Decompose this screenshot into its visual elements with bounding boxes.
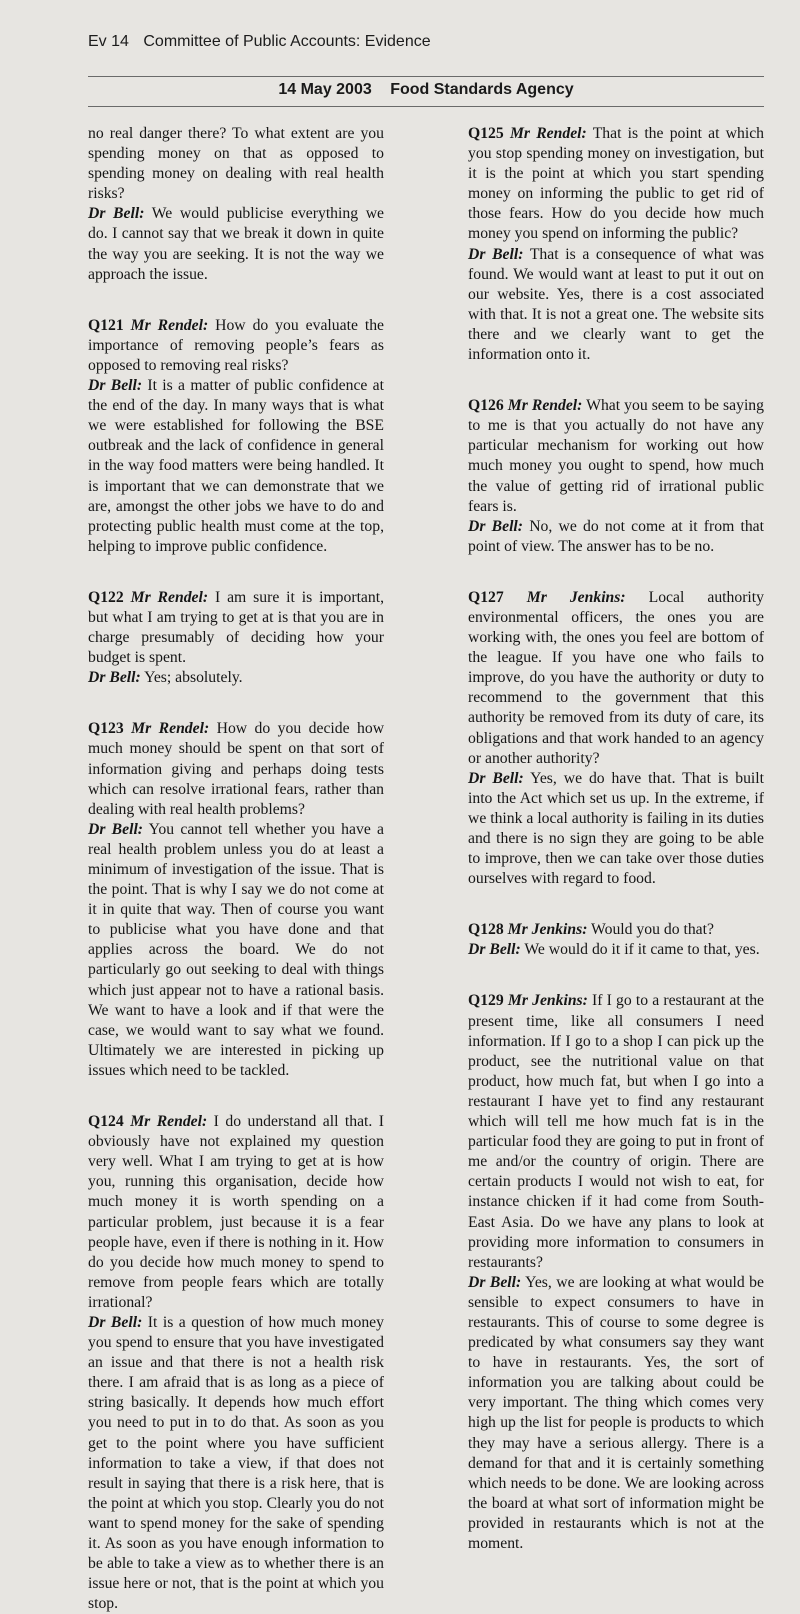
exchange-block bbox=[468, 920, 764, 960]
header-rule-top bbox=[88, 76, 764, 77]
speaker-name: Dr Bell: bbox=[468, 1273, 522, 1291]
exchange-spacer bbox=[468, 960, 764, 991]
answer-paragraph bbox=[88, 668, 384, 688]
exchange-block bbox=[468, 991, 764, 1554]
committee-title: Committee of Public Accounts: Evidence bbox=[143, 33, 431, 50]
paragraph-text: No, we do not come at it from that point of view. The answer has to be no. bbox=[468, 517, 764, 555]
speaker-name: Mr Jenkins: bbox=[507, 921, 588, 939]
question-paragraph bbox=[468, 396, 764, 517]
speaker-name: Mr Rendel: bbox=[507, 397, 583, 415]
exchange-block bbox=[88, 1112, 384, 1614]
speaker-name: Dr Bell: bbox=[468, 517, 524, 535]
question-paragraph bbox=[88, 588, 384, 668]
exchange-spacer bbox=[468, 557, 764, 588]
evidence-page-number: Ev 14 bbox=[88, 33, 129, 50]
answer-paragraph bbox=[88, 820, 384, 1081]
question-paragraph bbox=[88, 719, 384, 819]
answer-paragraph bbox=[88, 124, 384, 204]
paragraph-text: You cannot tell whether you have a real health problem unless you do at least a minimum of investigation of the issue. That is the point. That is why I say we do not come at it in quite that way. Then of course you want to publicise what you have done and that applies across the board. We do not particularly go out seeking to deal with things which just appear not to have a rational basis. We want to have a look and if that were the case, we would want to say what we found. Ultimately we are interested in picking up issues which need to be tackled. bbox=[88, 820, 384, 1079]
speaker-name: Mr Jenkins: bbox=[526, 588, 626, 606]
paragraph-text: Yes; absolutely. bbox=[140, 669, 243, 687]
paragraph-text: How do you evaluate the importance of removing people’s fears as opposed to removing real risks? bbox=[88, 316, 384, 374]
exchange-spacer bbox=[468, 365, 764, 396]
speaker-name: Dr Bell: bbox=[88, 377, 143, 395]
speaker-name: Mr Rendel: bbox=[509, 125, 587, 142]
speaker-name: Mr Rendel: bbox=[130, 588, 209, 606]
exchange-spacer bbox=[468, 889, 764, 920]
exchange-block bbox=[468, 396, 764, 557]
speaker-name: Dr Bell: bbox=[468, 941, 521, 959]
question-number: Q123 bbox=[88, 720, 124, 738]
answer-paragraph bbox=[88, 204, 384, 284]
left-column bbox=[88, 124, 384, 1614]
question-number: Q126 bbox=[468, 397, 504, 415]
question-paragraph bbox=[88, 1112, 384, 1313]
speaker-name: Dr Bell: bbox=[468, 245, 524, 263]
exchange-block bbox=[468, 588, 764, 889]
question-number: Q125 bbox=[468, 125, 504, 142]
running-header bbox=[88, 33, 431, 51]
paragraph-text: no real danger there? To what extent are you spending money on that as opposed to spending money on dealing with real health risks? bbox=[88, 125, 384, 203]
question-number: Q129 bbox=[468, 992, 504, 1010]
question-number: Q127 bbox=[468, 588, 504, 606]
speaker-name: Dr Bell: bbox=[88, 205, 145, 223]
speaker-name: Dr Bell: bbox=[88, 669, 141, 687]
paragraph-text: We would publicise everything we do. I cannot say that we break it down in quite the way you are seeking. It is not the way we approach the issue. bbox=[88, 205, 384, 283]
exchange-block bbox=[468, 124, 764, 365]
paragraph-text: I am sure it is important, but what I am trying to get at is that you are in charge presumably of deciding how your budget is spent. bbox=[88, 588, 385, 667]
exchange-spacer bbox=[88, 557, 384, 588]
speaker-name: Dr Bell: bbox=[88, 1313, 143, 1331]
paragraph-text: Would you do that? bbox=[587, 921, 714, 939]
speaker-name: Mr Jenkins: bbox=[507, 992, 588, 1010]
paragraph-text: Local authority environmental officers, the ones you are working with, the ones you feel are bottom of the league. If you have one who fails to improve, do you have the authority or duty to recommend to the government that this authority be removed from its duty of care, its obligations and that work handed to an agency or another authority? bbox=[468, 588, 764, 767]
speaker-name: Mr Rendel: bbox=[130, 316, 209, 334]
question-number: Q121 bbox=[88, 316, 124, 334]
session-line bbox=[88, 81, 764, 99]
paragraph-text: Yes, we do have that. That is built into the Act which set us up. In the extreme, if we think a local authority is failing in its duties and there is no sign they are going to be able to improve, then we can take over those duties ourselves with regard to food. bbox=[468, 769, 764, 888]
answer-paragraph bbox=[468, 1273, 764, 1554]
paragraph-text: I do understand all that. I obviously have not explained my question very well. What I am trying to get at is how you, running this organisation, decide how much money it is worth spending on a particular problem, just because it is a fear people have, even if there is nothing in it. How do you decide how much money to spend to remove from people fears which are totally irrational? bbox=[88, 1113, 385, 1311]
answer-paragraph bbox=[468, 517, 764, 557]
answer-paragraph bbox=[88, 376, 384, 557]
answer-paragraph bbox=[468, 940, 764, 960]
paragraph-text: That is the point at which you stop spending money on investigation, but it is the point at which you start spending money on informing the public to get rid of those fears. How do you decide how much money you spend on informing the public? bbox=[468, 125, 765, 243]
speaker-name: Dr Bell: bbox=[468, 769, 524, 787]
paragraph-text: If I go to a restaurant at the present time, like all consumers I need information. If I go to a shop I can pick up the product, see the nutritional value on that product, how much fat, but when I go into a restaurant I have yet to find any restaurant which will tell me how much fat is in the particular food they are going to put in front of me and/or the country of origin. There are certain products I would not wish to eat, for instance chicken if it had come from South-East Asia. Do we have any plans to look at providing more information to consumers in restaurants? bbox=[468, 992, 764, 1271]
paragraph-text: Yes, we are looking at what would be sensible to expect consumers to have in restaurants. This of course to some degree is predicated by what consumers say they want to have in restaurants. Yes, the sort of information you are talking about could be very important. The thing which comes very high up the list for people is products to which they may have a serious allergy. There is a demand for that and it is certainly something which needs to be done. We are looking across the board at what sort of information might be provided in restaurants which is not at the moment. bbox=[468, 1273, 764, 1552]
header-rule-bottom bbox=[88, 106, 764, 107]
paragraph-text: How do you decide how much money should be spent on that sort of information giving and perhaps doing tests which can resolve irrational fears, rather than dealing with real health problems? bbox=[88, 720, 385, 818]
paragraph-text: That is a consequence of what was found. We would want at least to put it out on our website. Yes, there is a cost associated with that. It is not a great one. The website sits there and we clearly want to get the information onto it. bbox=[468, 245, 764, 364]
paragraph-text: It is a question of how much money you spend to ensure that you have investigated an issue and that there is not a health risk there. I am afraid that is as long as a piece of string basically. It depends how much effort you need to put in to do that. As soon as you get to the point where you have sufficient information to take a view, if that does not result in saying that there is a risk here, that is the point at which you stop. Clearly you do not want to spend money for the sake of spending it. As soon as you have enough information to be able to take a view as to whether there is an issue here or not, that is the point at which you stop. bbox=[88, 1313, 384, 1613]
question-paragraph bbox=[88, 316, 384, 376]
right-column bbox=[468, 124, 764, 1554]
exchange-block bbox=[88, 124, 384, 285]
exchange-block bbox=[88, 588, 384, 688]
question-paragraph bbox=[468, 991, 764, 1272]
exchange-spacer bbox=[88, 285, 384, 316]
answer-paragraph bbox=[468, 769, 764, 890]
speaker-name: Mr Rendel: bbox=[130, 1113, 208, 1131]
paragraph-text: What you seem to be saying to me is that you actually do not have any particular mechanism for working out how much money you ought to spend, how much the value of getting rid of irrational public fears is. bbox=[468, 397, 764, 515]
exchange-block bbox=[88, 316, 384, 557]
exchange-spacer bbox=[88, 688, 384, 719]
speaker-name: Mr Rendel: bbox=[131, 720, 210, 738]
question-paragraph bbox=[468, 920, 764, 940]
paragraph-text: It is a matter of public confidence at the end of the day. In many ways that is what we were established for following the BSE outbreak and the lack of confidence in general in the way food matters were being handled. It is important that we can demonstrate that we are, amongst the other jobs we have to do and protecting public health must come at the top, helping to improve public confidence. bbox=[88, 377, 384, 555]
speaker-name: Dr Bell: bbox=[88, 820, 144, 838]
witness-agency: Food Standards Agency bbox=[390, 81, 574, 98]
exchange-spacer bbox=[88, 1081, 384, 1112]
session-date: 14 May 2003 bbox=[278, 81, 372, 98]
exchange-block bbox=[88, 719, 384, 1081]
answer-paragraph bbox=[468, 245, 764, 366]
answer-paragraph bbox=[88, 1313, 384, 1614]
question-number: Q128 bbox=[468, 921, 504, 939]
question-paragraph bbox=[468, 124, 764, 245]
paragraph-text: We would do it if it came to that, yes. bbox=[520, 941, 760, 959]
question-number: Q124 bbox=[88, 1113, 124, 1131]
question-number: Q122 bbox=[88, 588, 124, 606]
question-paragraph bbox=[468, 588, 764, 769]
